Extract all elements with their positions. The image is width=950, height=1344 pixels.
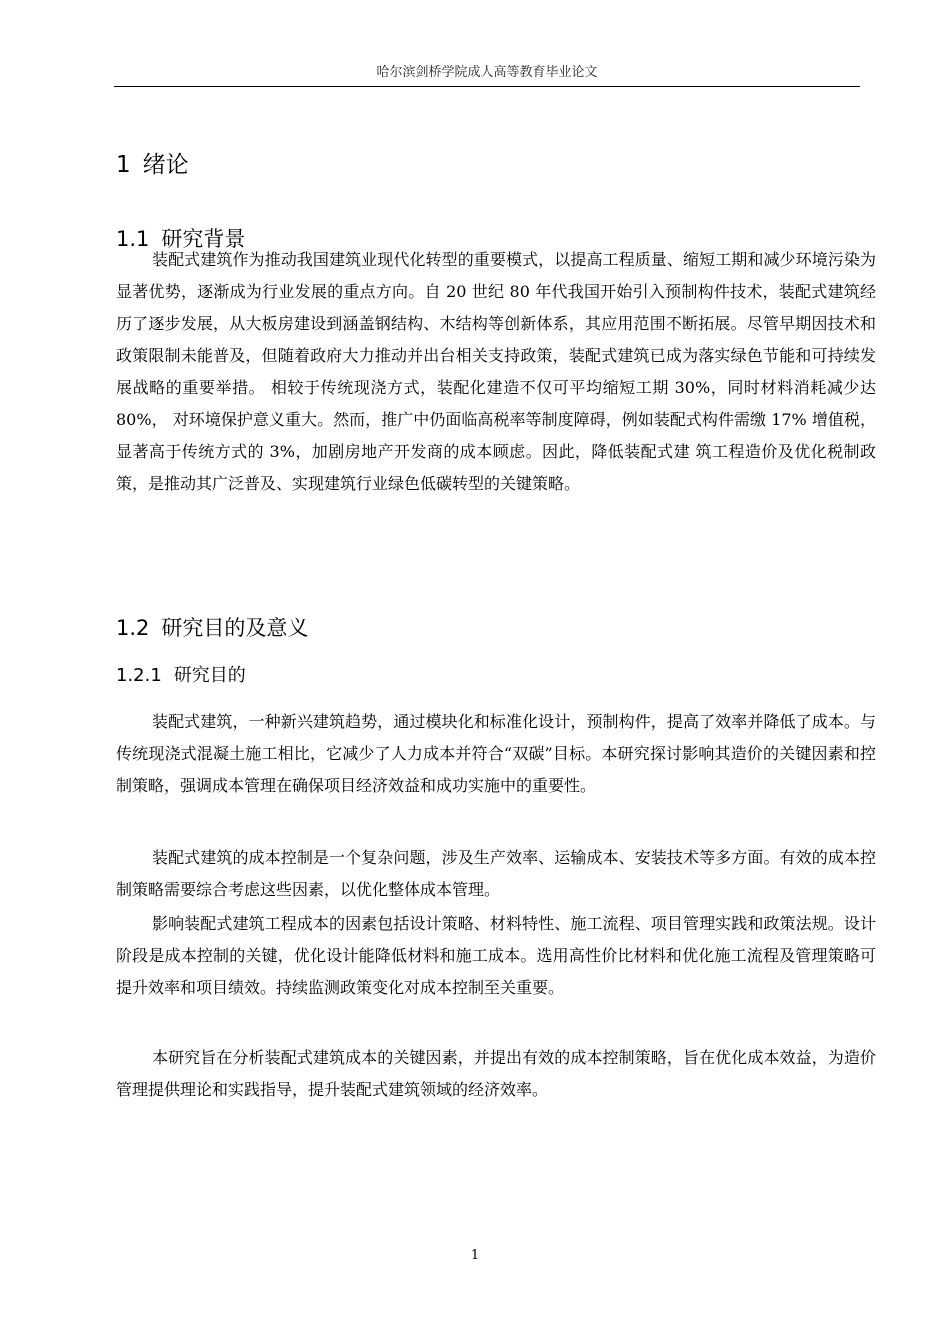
purpose-paragraph-4: 本研究旨在分析装配式建筑成本的关键因素，并提出有效的成本控制策略，旨在优化成本效益，为造价管理提供理论和实践指导，提升装配式建筑领域的经济效率。 — [116, 1048, 876, 1099]
purpose-paragraph-1: 装配式建筑，一种新兴建筑趋势，通过模块化和标准化设计，预制构件，提高了效率并降低了成本。与传统现浇式混凝土施工相比，它减少了人力成本并符合“双碳”目标。本研究探讨影响其造价的关键因素和控制策略，强调成本管理在确保项目经济效益和成功实施中的重要性。 — [116, 712, 876, 795]
section-title: 研究背景 — [161, 227, 246, 251]
header-divider — [114, 86, 860, 87]
chapter-number: 1 — [116, 152, 131, 178]
section-title: 研究目的及意义 — [161, 616, 309, 640]
subsection-title: 研究目的 — [173, 665, 246, 686]
chapter-heading — [116, 148, 189, 182]
running-header: 哈尔滨剑桥学院成人高等教育毕业论文 — [376, 65, 598, 80]
page-number: 1 — [470, 1248, 480, 1263]
chapter-title: 绪论 — [142, 152, 189, 178]
purpose-paragraph-3: 影响装配式建筑工程成本的因素包括设计策略、材料特性、施工流程、项目管理实践和政策法规。设计阶段是成本控制的关键，优化设计能降低材料和施工成本。选用高性价比材料和优化施工流程及管理策略可提升效率和项目绩效。持续监测政策变化对成本控制至关重要。 — [116, 914, 876, 997]
purpose-paragraph-2: 装配式建筑的成本控制是一个复杂问题，涉及生产效率、运输成本、安装技术等多方面。有效的成本控制策略需要综合考虑这些因素，以优化整体成本管理。 — [116, 848, 876, 899]
subsection-number: 1.2.1 — [116, 665, 162, 686]
section-number: 1.2 — [116, 616, 150, 640]
section-heading-1-2 — [116, 613, 308, 643]
background-paragraph: 装配式建筑作为推动我国建筑业现代化转型的重要模式，以提高工程质量、缩短工期和减少环境污染为显著优势，逐渐成为行业发展的重点方向。自 20 世纪 80 年代我国开始引入预制构件技术，装配式建筑经历了逐步发展，从大板房建设到涵盖钢结构、木结构等创新体系，其应用范围不断拓展。尽管早期因技术和政策限制未能普及，但随着政府大力推动并出台相关支持政策，装配式建筑已成为落实绿色节能和可持续发展战略的重要举措。 相较于传统现浇方式，装配化建造不仅可平均缩短工期 30%，同时材料消耗减少达 80%， 对环境保护意义重大。然而，推广中仍面临高税率等制度障碍，例如装配式构件需缴 17% 增值税，显著高于传统方式的 3%，加剧房地产开发商的成本顾虑。因此，降低装配式建 筑工程造价及优化税制政策，是推动其广泛普及、实现建筑行业绿色低碳转型的关键策略。 — [116, 250, 876, 493]
section-number: 1.1 — [116, 227, 150, 251]
subsection-heading-1-2-1 — [116, 663, 246, 689]
